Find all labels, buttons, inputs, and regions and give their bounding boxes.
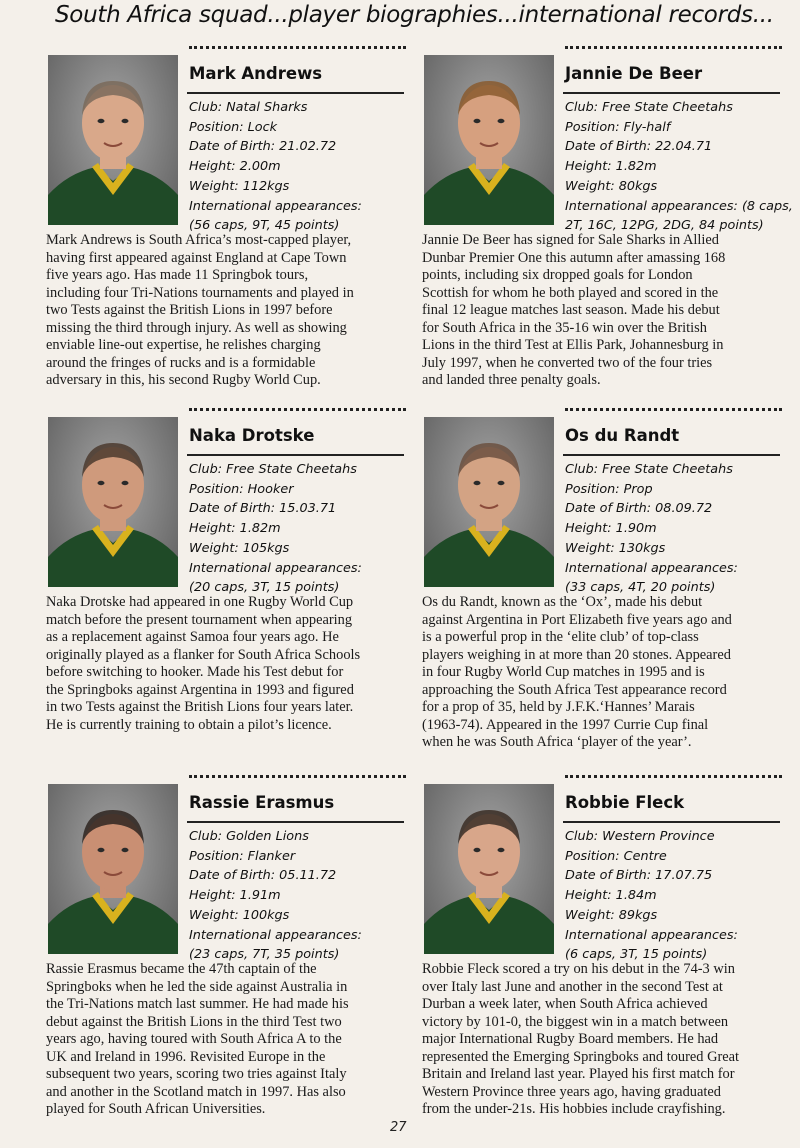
bio-line: points, including six dropped goals for London [422,267,693,283]
player-dob: Date of Birth: 08.09.72 [565,501,713,517]
player-club: Club: Natal Sharks [189,100,308,115]
player-bio [46,232,408,390]
player-photo [48,784,178,954]
bio-line: Scottish for whom he both played and scored in the [422,284,719,301]
portrait-figure [424,417,554,587]
bio-line: Mark Andrews is South Africa’s most-capped player, [46,232,352,248]
bio-line: for South Africa in the 35-16 win over the British [422,319,707,336]
bio-line: match before the present tournament when appearing [46,611,353,628]
page-number: 27 [390,1120,407,1135]
player-photo [424,55,554,225]
appearances-line: 2T, 16C, 12PG, 2DG, 84 points) [565,218,764,234]
bio-line: the Springboks against Argentina in 1993 and figured [46,681,354,698]
bio-line: the Tri-Nations match last summer. He had made his [46,996,349,1012]
bio-line: Jannie De Beer has signed for Sale Sharks in Allied [422,232,719,248]
bio-line: including four Tri-Nations tournaments and played in [46,284,354,301]
player-club: Club: Free State Cheetahs [565,462,733,477]
dotted-divider [565,46,782,49]
bio-line: Dunbar Premier One this autumn after amassing 168 [422,249,726,266]
player-name: Mark Andrews [189,64,323,83]
bio-line: before switching to hooker. Made his Test debut for [46,664,344,680]
player-club: Club: Free State Cheetahs [565,100,733,115]
bio-line: subsequent two years, scoring two tries against Italy [46,1066,347,1082]
bio-line: debut against the British Lions in the third Test two [46,1013,342,1030]
bio-line: over Italy last June and another in the second Test at [422,978,723,995]
bio-line: UK and Ireland in 1996. Revisited Europe in the [46,1048,326,1065]
appearances-label: International appearances: (8 caps, [565,198,793,214]
player-position: Position: Fly-half [565,119,671,135]
player-details [189,98,406,236]
name-underline [563,92,780,94]
player-photo [424,784,554,954]
player-club: Club: Western Province [565,829,715,844]
player-position: Position: Lock [189,119,278,135]
player-dob: Date of Birth: 15.03.71 [189,501,337,517]
bio-line: is a powerful prop in the ‘elite club’ of top-class [422,629,699,645]
player-position: Position: Prop [565,481,653,497]
player-weight: Weight: 112kgs [189,178,290,194]
dotted-divider [189,408,406,411]
player-name: Os du Randt [565,426,680,445]
appearances-line: (56 caps, 9T, 45 points) [189,218,340,234]
appearances-label: International appearances: [565,927,738,943]
bio-line: in two Tests against the British Lions four years later. [46,699,354,715]
appearances-label: International appearances: [189,560,362,576]
player-weight: Weight: 130kgs [565,540,666,556]
appearances-label: International appearances: [189,927,362,943]
appearances-line: (20 caps, 3T, 15 points) [189,580,340,596]
player-dob: Date of Birth: 17.07.75 [565,868,713,884]
player-details [565,460,782,598]
bio-line: (1963-74). Appeared in the 1997 Currie Cup final [422,716,709,733]
bio-line: five years ago. Has made 11 Springbok tours, [46,267,309,283]
player-photo [48,417,178,587]
player-height: Height: 2.00m [189,159,281,175]
player-bio [422,594,784,752]
player-dob: Date of Birth: 22.04.71 [565,139,713,155]
bio-line: and landed three penalty goals. [422,372,601,388]
player-bio [46,594,408,734]
page-title: South Africa squad...player biographies...international records... [55,2,774,28]
player-height: Height: 1.84m [565,888,657,904]
appearances-label: International appearances: [565,560,738,576]
portrait-figure [48,55,178,225]
appearances-line: (6 caps, 3T, 15 points) [565,947,708,963]
player-club: Club: Golden Lions [189,829,309,844]
player-weight: Weight: 100kgs [189,907,290,923]
bio-line: approaching the South Africa Test appearance record [422,681,727,698]
player-details [189,827,406,965]
player-position: Position: Centre [565,848,667,864]
bio-line: enviable line-out expertise, he relishes charging [46,337,321,353]
player-card [46,775,406,1125]
bio-line: years ago, having toured with South Africa A to the [46,1031,342,1047]
player-height: Height: 1.90m [565,521,657,537]
bio-line: and another in the Scotland match in 1997. Has also [46,1083,346,1100]
bio-line: played for South African Universities. [46,1101,266,1117]
bio-line: Rassie Erasmus became the 47th captain of the [46,961,317,977]
player-height: Height: 1.82m [565,159,657,175]
name-underline [187,454,404,456]
bio-line: in four Rugby World Cup matches in 1995 and is [422,664,705,680]
player-dob: Date of Birth: 05.11.72 [189,868,337,884]
bio-line: Western Province three years ago, having graduated [422,1083,721,1100]
bio-line: final 12 league matches last season. Made his debut [422,302,720,318]
player-details [565,827,782,965]
player-photo [424,417,554,587]
portrait-figure [424,784,554,954]
appearances-label: International appearances: [189,198,362,214]
player-bio [422,232,784,390]
dotted-divider [565,408,782,411]
bio-line: Durban a week later, when South Africa achieved [422,996,708,1012]
portrait-figure [48,417,178,587]
bio-line: two Tests against the British Lions in 1997 before [46,302,333,318]
dotted-divider [189,775,406,778]
bio-line: victory by 101-0, the biggest win in a match between [422,1013,729,1030]
player-weight: Weight: 105kgs [189,540,290,556]
bio-line: from the under-21s. His hobbies include crayfishing. [422,1101,726,1117]
player-card [46,46,406,396]
bio-line: represented the Emerging Springboks and toured Great [422,1048,740,1065]
bio-line: Robbie Fleck scored a try on his debut in the 74-3 win [422,961,735,977]
player-weight: Weight: 80kgs [565,178,658,194]
bio-line: players weighing in at more than 20 stones. Appeared [422,646,731,663]
bio-line: originally played as a flanker for South Africa Schools [46,646,361,663]
bio-line: He is currently training to obtain a pilot’s licence. [46,716,332,733]
player-details [189,460,406,598]
player-position: Position: Flanker [189,848,296,864]
name-underline [187,92,404,94]
player-card [422,408,782,758]
bio-line: Britain and Ireland last year. Played his first match for [422,1066,735,1082]
name-underline [563,821,780,823]
bio-line: Lions in the third Test at Ellis Park, Johannesburg in [422,337,724,353]
player-name: Rassie Erasmus [189,793,335,812]
player-club: Club: Free State Cheetahs [189,462,357,477]
name-underline [187,821,404,823]
player-position: Position: Hooker [189,481,294,497]
bio-line: as a replacement against Samoa four years ago. He [46,629,339,645]
appearances-line: (33 caps, 4T, 20 points) [565,580,716,596]
player-card [422,46,793,396]
dotted-divider [565,775,782,778]
bio-line: Os du Randt, known as the ‘Ox’, made his debut [422,594,703,610]
bio-line: having first appeared against England at Cape Town [46,249,347,266]
portrait-figure [48,784,178,954]
bio-line: around the fringes of rucks and is a formidable [46,354,316,371]
bio-line: for a prop of 35, held by J.F.K.‘Hannes’ Marais [422,699,695,715]
bio-line: adversary in this, his second Rugby World Cup. [46,372,321,388]
bio-line: Springboks when he led the side against Australia in [46,978,348,995]
dotted-divider [189,46,406,49]
bio-line: when he was South Africa ‘player of the year’. [422,734,692,750]
player-bio [422,961,784,1119]
player-bio [46,961,408,1119]
bio-line: major International Rugby Board members. He had [422,1031,719,1047]
player-card [46,408,406,758]
player-dob: Date of Birth: 21.02.72 [189,139,337,155]
appearances-line: (23 caps, 7T, 35 points) [189,947,340,963]
player-card [422,775,782,1125]
player-photo [48,55,178,225]
bio-line: July 1997, when he converted two of the four tries [422,354,713,371]
player-height: Height: 1.91m [189,888,281,904]
portrait-figure [424,55,554,225]
player-name: Jannie De Beer [565,64,703,83]
player-name: Robbie Fleck [565,793,685,812]
player-height: Height: 1.82m [189,521,281,537]
player-weight: Weight: 89kgs [565,907,658,923]
player-details [565,98,793,236]
bio-line: Naka Drotske had appeared in one Rugby World Cup [46,594,354,610]
player-name: Naka Drotske [189,426,315,445]
bio-line: against Argentina in Port Elizabeth five years ago and [422,611,732,628]
name-underline [563,454,780,456]
bio-line: missing the third through injury. As well as showing [46,319,347,336]
